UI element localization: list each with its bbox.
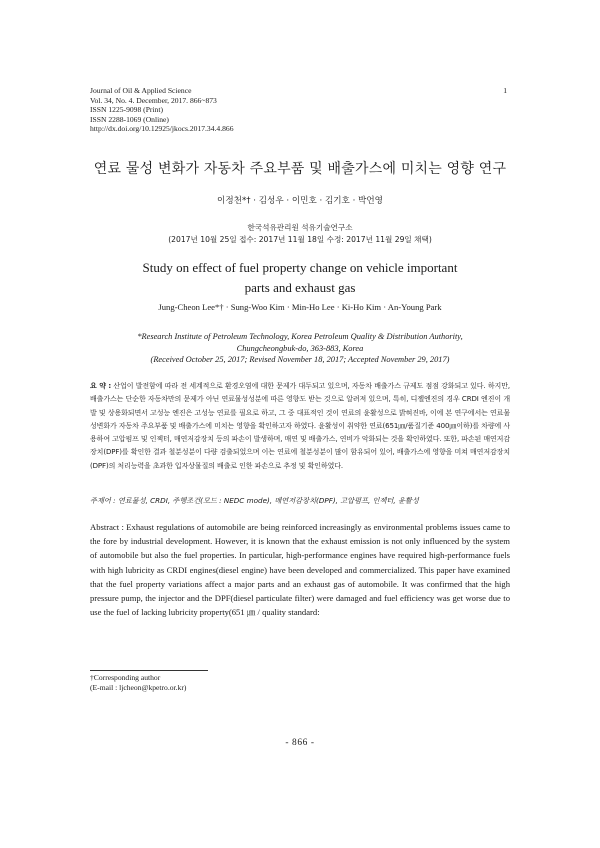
english-abstract xyxy=(90,520,510,619)
journal-volume: Vol. 34, No. 4. December, 2017. 866~873 xyxy=(90,95,217,105)
english-received-dates: (Received October 25, 2017; Revised November 18, 2017; Accepted November 29, 2017) xyxy=(150,355,450,365)
doi-link[interactable]: http://dx.doi.org/10.12925/jkocs.2017.34.4.866 xyxy=(90,124,234,134)
korean-abstract xyxy=(90,380,510,473)
footnote xyxy=(90,673,186,694)
author-email: (E-mail : ljcheon@kpetro.or.kr) xyxy=(90,683,187,693)
korean-abstract-text: 산업이 발전함에 따라 전 세계적으로 환경오염에 대한 문제가 대두되고 있으며, 자동차 배출가스 규제도 점점 강화되고 있다. 하지만, 배출가스는 단순한 자동차만의 문제가 아닌 연료물성성분에 따른 영향도 받는 것으로 알려져 있으며, 특히, 디젤엔진의 경우 CRDI 엔진이 개발 및 상용화되면서 고성능 엔진은 고성능 연료를 필요로 하고, 그 중 대표적인 것이 연료의 윤활성으로 밝혀진바, 이에 본 연구에서는 연료물성변화가 자동차 주요부품 및 배출가스에 미치는 영향을 확인하고자 하였다. 윤활성이 취약한 연료(651㎛/품질기준 400㎛이하)를 차량에 사용하여 고압펌프 및 인젝터, 매연저감장치 등의 파손이 발생하며, 매연 및 배출가스, 연비가 악화되는 것을 확인하였다. 또한, 파손된 매연저감장치(DPF)를 확인한 결과 철분성분이 다량 검출되었으며 이는 연료에 철분성분이 많이 함유되어 있어, 배출가스에 영향을 미쳐 매연저감장치(DPF)의 처리능력을 초과한 입자상물질의 배출로 인한 파손으로 추정 및 확인하였다. xyxy=(90,382,510,470)
korean-title: 연료 물성 변화가 자동차 주요부품 및 배출가스에 미치는 영향 연구 xyxy=(93,161,507,177)
english-title-line1: Study on effect of fuel property change on vehicle important xyxy=(142,260,458,275)
journal-name: Journal of Oil & Applied Science xyxy=(90,86,192,95)
footnote-rule xyxy=(90,670,208,671)
english-affiliation-line1: *Research Institute of Petroleum Technology, Korea Petroleum Quality & Distribution Authority, xyxy=(137,332,463,341)
english-abstract-text: Exhaust regulations of automobile are being reinforced increasingly as environmental problems issues came to the fore by industrial development. However, it is known that the exhaust emission is not only influenced by the system of automobile but also the fuel properties. In particular, high-performance engines have required high-performance fuels with high lubricity as CRDI engines(diesel engine) have been developed and commercialized. This paper have examined that the fuel property variations affect a major parts and an exhaust gas of automobile. It was confirmed that the high pressure pump, the injector and the DPF(diesel particulate filter) were damaged and fuel efficiency was get worse due to use the fuel of lacking lubricity property(651 ㎛ / quality standard: xyxy=(90,522,510,618)
english-abstract-lead: Abstract : xyxy=(90,522,124,532)
corresponding-author: †Corresponding author xyxy=(90,673,161,682)
english-authors: Jung-Cheon Lee*† · Sung-Woo Kim · Min-Ho Lee · Ki-Ho Kim · An-Young Park xyxy=(158,302,442,312)
page-number-bottom: - 866 - xyxy=(285,738,315,748)
page-number-top: 1 xyxy=(503,86,507,95)
issn-online: ISSN 2288-1069 (Online) xyxy=(90,114,169,124)
journal-meta xyxy=(90,86,410,134)
english-affiliation xyxy=(90,331,510,366)
english-title xyxy=(60,258,540,298)
english-title-line2: parts and exhaust gas xyxy=(244,280,356,295)
korean-authors: 이정천*† · 김성우 · 이민호 · 김기호 · 박언영 xyxy=(217,196,383,206)
korean-received-dates: (2017년 10월 25일 접수: 2017년 11월 18일 수정: 2017년 11월 29일 채택) xyxy=(168,235,432,244)
issn-print: ISSN 1225-9098 (Print) xyxy=(90,105,163,115)
korean-abstract-lead: 요 약 : xyxy=(90,382,112,390)
korean-keywords: 주제어 : 연료물성, CRDI, 주행조건(모드 : NEDC mode), 매연저감장치(DPF), 고압펌프, 인젝터, 윤활성 xyxy=(90,496,419,505)
korean-affiliation: 한국석유관리원 석유기술연구소 xyxy=(247,223,353,232)
english-affiliation-line2: Chungcheongbuk-do, 363-883, Korea xyxy=(236,343,364,353)
